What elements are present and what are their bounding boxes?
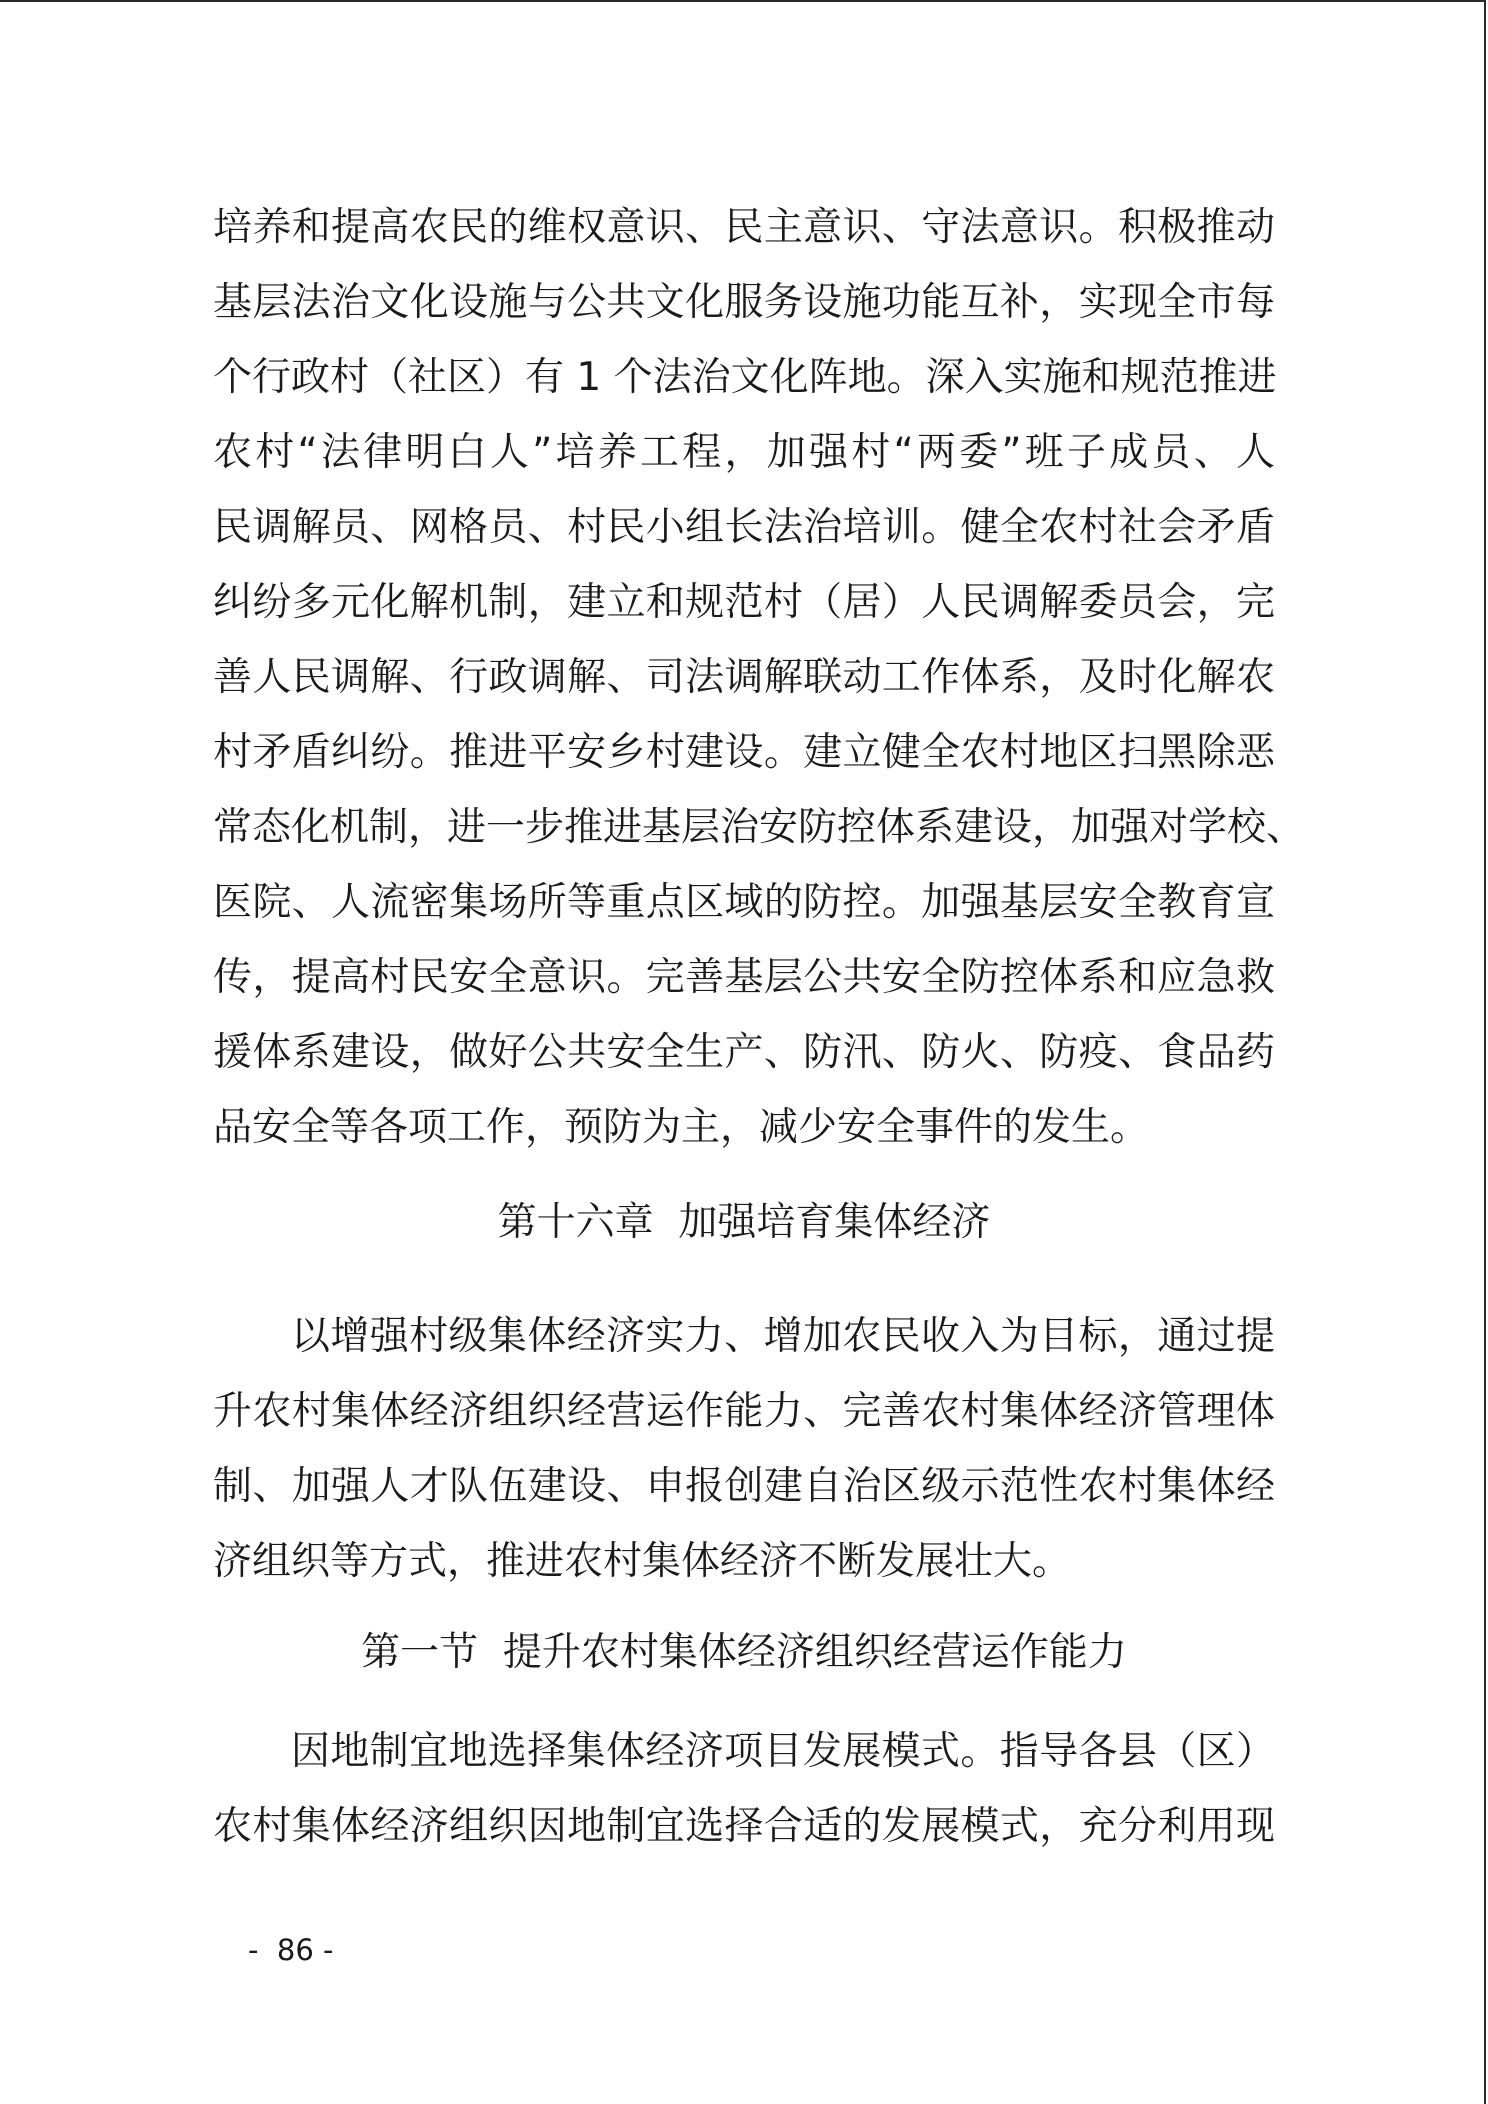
paragraph-line: 基层法治文化设施与公共文化服务设施功能互补，实现全市每 bbox=[213, 280, 1275, 325]
body-paragraph-top bbox=[213, 190, 1306, 1165]
paragraph-line: 因地制宜地选择集体经济项目发展模式。指导各县（区） bbox=[291, 1729, 1275, 1774]
paragraph-line: 农村集体经济组织因地制宜选择合适的发展模式，充分利用现 bbox=[213, 1804, 1275, 1849]
section-paragraph bbox=[213, 1714, 1275, 1864]
paragraph-line: 纠纷多元化解机制，建立和规范村（居）人民调解委员会，完 bbox=[213, 580, 1275, 625]
paragraph-line: 以增强村级集体经济实力、增加农民收入为目标，通过提 bbox=[291, 1314, 1275, 1359]
paragraph-line: 医院、人流密集场所等重点区域的防控。加强基层安全教育宣 bbox=[213, 880, 1275, 925]
chapter-intro-paragraph bbox=[213, 1299, 1275, 1599]
paragraph-line: 济组织等方式，推进农村集体经济不断发展壮大。 bbox=[213, 1539, 1072, 1584]
section-title: 第一节 提升农村集体经济组织经营运作能力 bbox=[361, 1630, 1127, 1675]
paragraph-line: 传，提高村民安全意识。完善基层公共安全防控体系和应急救 bbox=[213, 955, 1275, 1000]
paragraph-line: 升农村集体经济组织经营运作能力、完善农村集体经济管理体 bbox=[213, 1389, 1275, 1434]
chapter-title: 第十六章 加强培育集体经济 bbox=[497, 1200, 991, 1245]
paragraph-line: 农村“法律明白人”培养工程，加强村“两委”班子成员、人 bbox=[213, 430, 1275, 475]
paragraph-line: 村矛盾纠纷。推进平安乡村建设。建立健全农村地区扫黑除恶 bbox=[213, 730, 1275, 775]
paragraph-line: 制、加强人才队伍建设、申报创建自治区级示范性农村集体经 bbox=[213, 1464, 1275, 1509]
page-number: - 86 - bbox=[248, 1933, 334, 1967]
paragraph-line: 民调解员、网格员、村民小组长法治培训。健全农村社会矛盾 bbox=[213, 505, 1275, 550]
paragraph-line: 常态化机制，进一步推进基层治安防控体系建设，加强对学校、 bbox=[213, 805, 1306, 850]
paragraph-line: 援体系建设，做好公共安全生产、防汛、防火、防疫、食品药 bbox=[213, 1030, 1275, 1075]
paragraph-line: 个行政村（社区）有 1 个法治文化阵地。深入实施和规范推进 bbox=[213, 355, 1277, 400]
paragraph-line: 培养和提高农民的维权意识、民主意识、守法意识。积极推动 bbox=[213, 205, 1275, 250]
paragraph-line: 品安全等各项工作，预防为主，减少安全事件的发生。 bbox=[213, 1105, 1150, 1150]
paragraph-line: 善人民调解、行政调解、司法调解联动工作体系，及时化解农 bbox=[213, 655, 1275, 700]
